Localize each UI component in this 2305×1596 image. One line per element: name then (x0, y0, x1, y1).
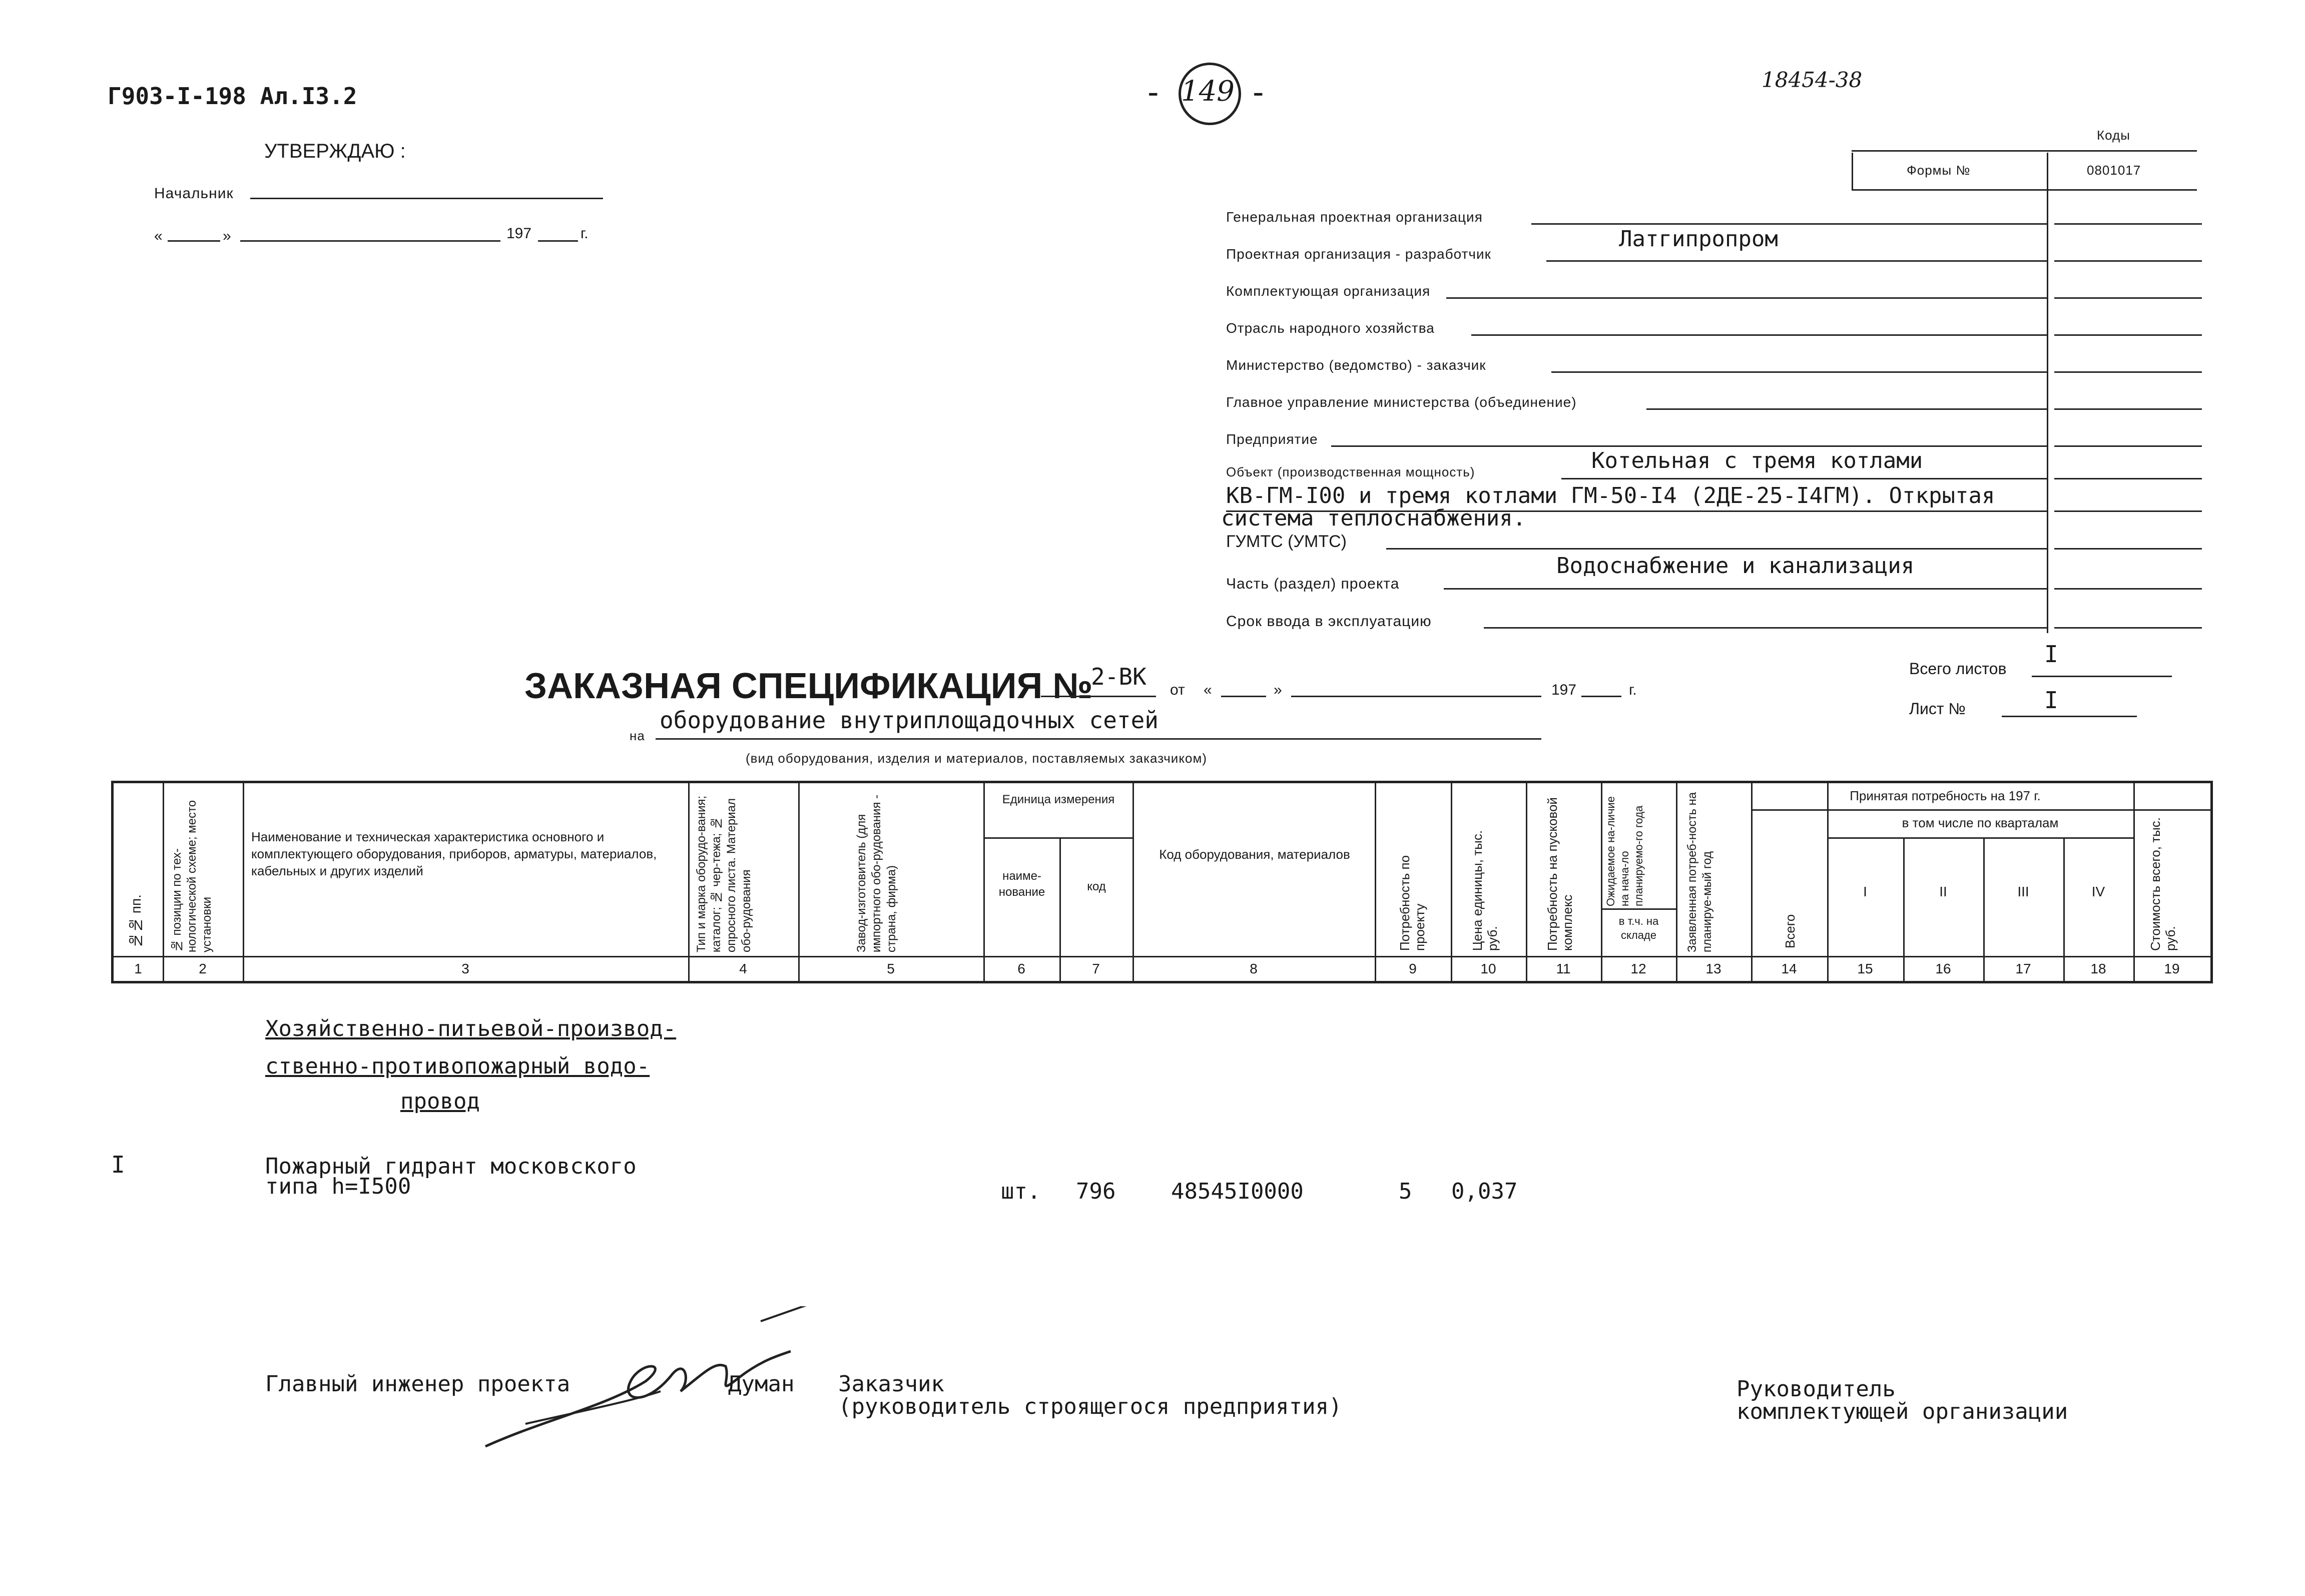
col-sep (2063, 837, 2065, 981)
org-field-line (1446, 297, 2047, 299)
column-number: 14 (1781, 961, 1797, 976)
head-sublabel: комплектующей организации (1737, 1399, 2068, 1424)
item-price: 0,037 (1451, 1179, 1518, 1204)
column-number: 7 (1092, 961, 1100, 976)
codes-top-line (1852, 150, 2197, 152)
column-number: 13 (1705, 961, 1721, 976)
codes-left-border (1852, 153, 1853, 190)
org-field-label: Предприятие (1226, 431, 1318, 447)
chief-engineer-label: Главный инженер проекта (265, 1371, 570, 1397)
col-sep (1751, 783, 1753, 981)
column-number: 16 (1935, 961, 1951, 976)
chief-label: Начальник (154, 185, 234, 202)
section-title-1: Хозяйственно-питьевой-производ- (265, 1016, 677, 1041)
org-field-label: Министерство (ведомство) - заказчик (1226, 357, 1486, 373)
col-sep (1983, 837, 1985, 981)
spec-table (111, 781, 2213, 983)
org-field-label: Проектная организация - разработчик (1226, 246, 1491, 262)
spec-subject-line (656, 738, 1541, 740)
header-c19: Стоимость всего, тыс. руб. (2148, 817, 2178, 951)
approve-date-close: » (223, 228, 231, 244)
total-sheets-value: I (2044, 641, 2058, 668)
approve-year-suffix: г. (581, 225, 589, 242)
col-sep (1526, 783, 1527, 981)
col-sep (1451, 783, 1452, 981)
column-number: 17 (2015, 961, 2031, 976)
header-c9: Потребность по проекту (1397, 855, 1427, 951)
org-field-value: Латгипропром (1619, 226, 1778, 252)
approve-month-line (240, 240, 500, 242)
org-field-label: Отрасль народного хозяйства (1226, 320, 1435, 336)
column-number: 1 (134, 961, 142, 976)
column-number: 2 (199, 961, 207, 976)
column-number: 9 (1409, 961, 1417, 976)
approve-day-line (168, 240, 220, 242)
header-c2: № позиции по тех-нологической схеме; место установки (170, 800, 214, 952)
spec-subject-caption: (вид оборудования, изделия и материалов, поставляемых заказчиком) (746, 751, 1207, 766)
column-number: 6 (1017, 961, 1025, 976)
item-quantity: 5 (1399, 1179, 1412, 1204)
section-title-3: провод (400, 1089, 480, 1114)
spec-number-line (1041, 696, 1156, 697)
header-c16: II (1939, 884, 1947, 899)
code-cell-line (2054, 510, 2202, 512)
chief-line (250, 198, 603, 199)
col-sep (2133, 783, 2135, 981)
approve-date-open: « (154, 228, 163, 244)
code-cell-line (2054, 260, 2202, 262)
spec-year: 197 (1551, 682, 1577, 698)
part-label: Часть (раздел) проекта (1226, 576, 1400, 592)
header-c4: Тип и марка оборудо-вания; каталог; № чер-тежа; № опросного листа. Материал обо-рудования (695, 795, 753, 952)
header-c8: Код оборудования, материалов (1159, 847, 1350, 862)
form-label: Формы № (1907, 163, 1971, 178)
header-c7: код (1087, 880, 1106, 893)
deadline-label: Срок ввода в эксплуатацию (1226, 613, 1432, 630)
chief-engineer-name: Думан (728, 1371, 795, 1397)
org-field-label: Комплектующая организация (1226, 283, 1431, 299)
header-c14: Всего (1783, 914, 1798, 948)
spec-from: от (1170, 682, 1185, 698)
codes-divider (2047, 153, 2048, 633)
spec-year-line (1581, 696, 1621, 697)
org-field-line (1551, 371, 2047, 373)
page-dash-right: - (1249, 74, 1268, 111)
header-c12b: в т.ч. на складе (1618, 915, 1659, 941)
item-equipment-code: 48545I0000 (1171, 1179, 1304, 1204)
item-unit-name: шт. (1001, 1179, 1041, 1204)
col-number-row-line (114, 956, 2210, 957)
col-sep (1132, 783, 1134, 981)
col-sep (163, 783, 164, 981)
item-name-1: Пожарный гидрант московского (265, 1154, 637, 1179)
spec-number: 2-ВК (1091, 663, 1146, 690)
code-cell-line (2054, 548, 2202, 550)
col-sep (1375, 783, 1376, 981)
spec-year-suffix: г. (1629, 682, 1637, 698)
customer-sublabel: (руководитель строящегося предприятия) (838, 1394, 1342, 1419)
sheet-value: I (2044, 687, 2058, 714)
spec-date-close: » (1274, 682, 1282, 698)
code-cell-line (2054, 627, 2202, 629)
approve-year-line (538, 240, 578, 242)
col-sep (688, 783, 690, 981)
col-sep (798, 783, 800, 981)
units-sub-line (983, 837, 1132, 839)
total-sheets-line (2032, 676, 2172, 677)
col-sep (1676, 783, 1677, 981)
accepted-sub-line (1751, 809, 2210, 811)
code-cell-line (2054, 408, 2202, 410)
code-cell-line (2054, 371, 2202, 373)
column-number: 3 (461, 961, 469, 976)
quarters-sub-line (1827, 837, 2133, 839)
header-c17: III (2017, 884, 2029, 899)
customer-label: Заказчик (838, 1371, 944, 1397)
spec-subject: оборудование внутриплощадочных сетей (660, 707, 1159, 734)
approve-label: УТВЕРЖДАЮ : (264, 140, 406, 162)
col-sep (243, 783, 244, 981)
header-c12a: Ожидаемое на-личие на нача-ло планируемо-го года (1604, 796, 1645, 906)
item-name-2: типа h=I500 (265, 1174, 411, 1199)
org-field-label: Генеральная проектная организация (1226, 209, 1483, 225)
sheet-line (2002, 716, 2137, 717)
spec-month-line (1291, 696, 1541, 697)
stock-sub-line (1601, 908, 1676, 910)
gumts-label: ГУМТС (УМТС) (1226, 532, 1347, 551)
head-label: Руководитель (1737, 1376, 1896, 1402)
column-number: 5 (887, 961, 895, 976)
code-cell-line (2054, 478, 2202, 479)
org-field-line (1531, 223, 2047, 225)
org-field-label: Главное управление министерства (объединение) (1226, 394, 1577, 410)
org-field-line (1471, 334, 2047, 336)
spec-day-line (1221, 696, 1266, 697)
archive-number: 18454-38 (1762, 68, 1863, 92)
page-dash-left: - (1143, 74, 1163, 111)
code-cell-line (2054, 297, 2202, 299)
code-cell-line (2054, 588, 2202, 590)
column-number: 12 (1630, 961, 1646, 976)
header-c10: Цена единицы, тыс. руб. (1470, 830, 1500, 951)
code-cell-line (2054, 223, 2202, 225)
codes-form-line (1852, 189, 2197, 191)
header-c15: I (1863, 884, 1867, 899)
spec-date-open: « (1204, 682, 1212, 698)
org-field-line (1646, 408, 2047, 410)
spec-title: ЗАКАЗНАЯ СПЕЦИФИКАЦИЯ № (524, 666, 1093, 706)
column-number: 11 (1556, 961, 1571, 976)
col-sep (1827, 783, 1829, 981)
code-cell-line (2054, 334, 2202, 336)
org-field-line (1331, 445, 2047, 447)
object-value-1: Котельная с тремя котлами (1591, 448, 1923, 473)
header-c11: Потребность на пусковой комплекс (1545, 797, 1575, 951)
column-number: 4 (739, 961, 747, 976)
col-sep (983, 783, 985, 981)
column-number: 19 (2164, 961, 2180, 976)
column-number: 18 (2090, 961, 2106, 976)
column-number: 8 (1250, 961, 1258, 976)
header-c1: №№ пп. (128, 894, 144, 948)
part-line (1444, 588, 2047, 590)
object-value-3: система теплоснабжения. (1221, 505, 1526, 531)
column-number: 15 (1857, 961, 1873, 976)
form-code: 0801017 (2087, 163, 2141, 178)
header-c13: Заявленная потреб-ность на планируе-мый год (1685, 792, 1714, 952)
object-line-1 (1561, 478, 2047, 479)
sheet-label: Лист № (1909, 700, 1966, 718)
col-sep (1059, 837, 1061, 981)
header-quarters: в том числе по кварталам (1902, 815, 2059, 830)
header-units: Единица измерения (1002, 793, 1115, 806)
org-field-line (1546, 260, 2047, 262)
gumts-line (1386, 548, 2047, 550)
spec-on: на (630, 728, 645, 743)
deadline-line (1484, 627, 2047, 629)
code-cell-line (2054, 445, 2202, 447)
col-sep (1903, 837, 1905, 981)
header-c5: Завод-изготовитель (для импортного обо-рудования - страна, фирма) (855, 794, 898, 952)
header-accepted: Принятая потребность на 197 г. (1850, 788, 2041, 803)
document-code: Г903-I-198 Ал.I3.2 (108, 83, 357, 110)
header-c18: IV (2091, 884, 2105, 899)
total-sheets-label: Всего листов (1909, 660, 2007, 678)
header-c3: Наименование и техническая характеристика основного и комплектующего оборудования, приборов, арматуры, материалов, кабельных и других изделий (251, 829, 657, 878)
column-number: 10 (1480, 961, 1496, 976)
item-unit-code: 796 (1076, 1179, 1116, 1204)
section-title-2: ственно-противопожарный водо- (265, 1053, 650, 1079)
item-number: I (111, 1151, 125, 1178)
approve-year: 197 (506, 225, 532, 242)
object-label: Объект (производственная мощность) (1226, 464, 1475, 479)
page-number: 149 (1181, 75, 1235, 108)
object-value-2: КВ-ГМ-I00 и тремя котлами ГМ-50-I4 (2ДЕ-25-I4ГМ). Открытая (1226, 483, 1995, 508)
codes-label: Коды (2097, 128, 2130, 143)
header-c6: наиме-нование (998, 869, 1045, 899)
part-value: Водоснабжение и канализация (1556, 553, 1915, 579)
col-sep (1601, 783, 1602, 981)
